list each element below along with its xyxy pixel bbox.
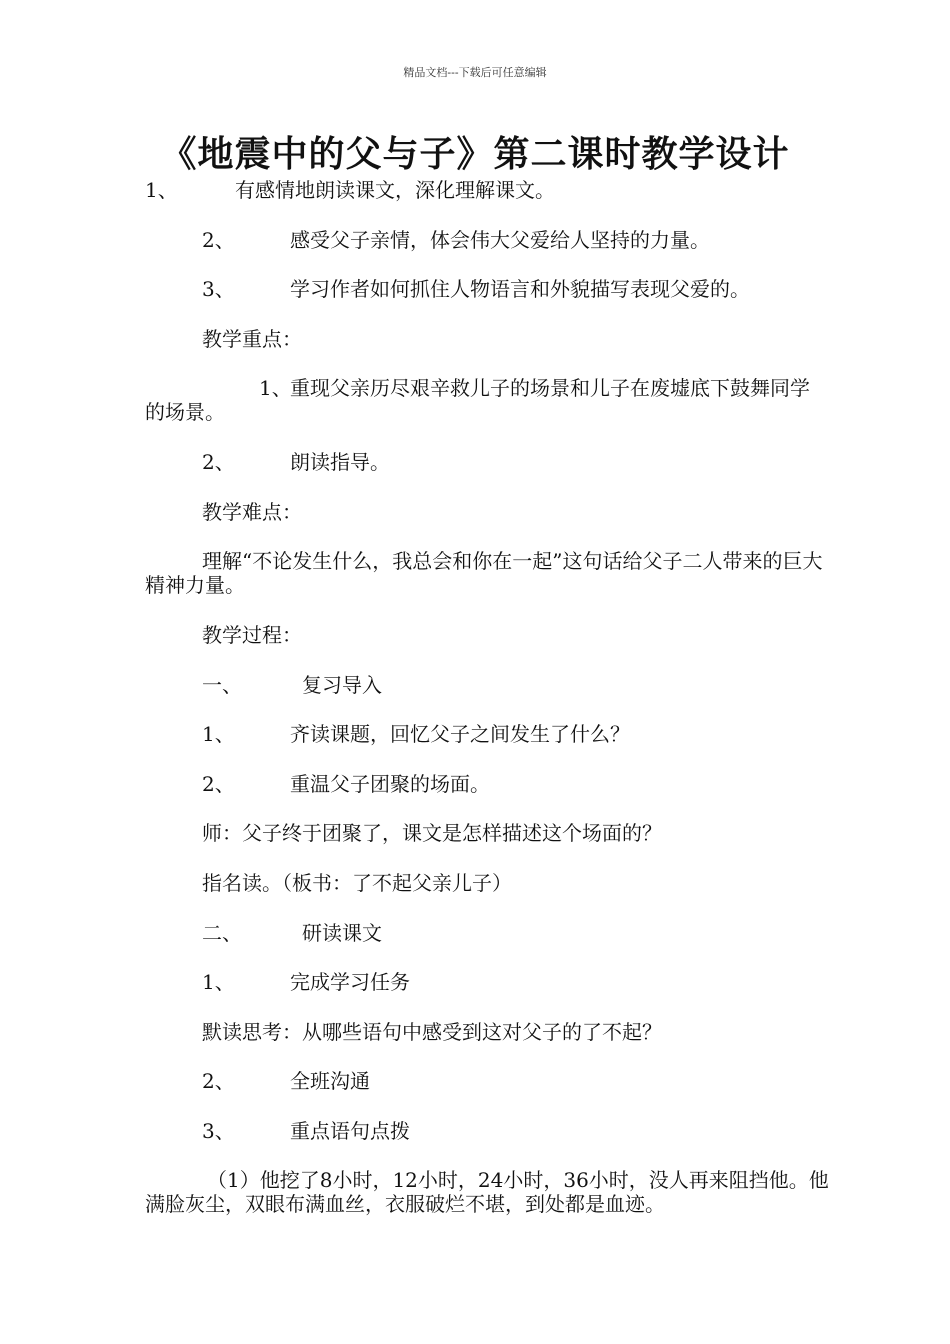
document-title: 《地震中的父与子》第二课时教学设计: [160, 133, 790, 175]
section-2-item-1-text: 完成学习任务: [290, 970, 410, 994]
section-2-item-2: [202, 1069, 370, 1093]
section-1-heading: [202, 673, 382, 697]
section-2-item-1: [202, 970, 410, 994]
process-heading: 教学过程：: [202, 623, 302, 647]
section-1-number: 一、: [202, 673, 242, 697]
key-point-1-number: 1、: [259, 376, 292, 400]
section-1-item-1-text: 齐读课题，回忆父子之间发生了什么？: [290, 722, 630, 746]
key-point-2-number: 2、: [202, 450, 235, 474]
objective-3-number: 3、: [202, 277, 235, 301]
objective-3-text: 学习作者如何抓住人物语言和外貌描写表现父爱的。: [290, 277, 750, 301]
page-header: 精品文档---下载后可任意编辑: [403, 66, 547, 79]
objective-1-number: 1、: [145, 178, 178, 202]
teacher-question: 师：父子终于团聚了，课文是怎样描述这个场面的？: [202, 821, 662, 845]
silent-reading-prompt: 默读思考：从哪些语句中感受到这对父子的了不起？: [202, 1020, 662, 1044]
section-1-text: 复习导入: [302, 673, 382, 697]
section-1-item-2-number: 2、: [202, 772, 235, 796]
section-2-text: 研读课文: [302, 921, 382, 945]
difficulty-text: 理解“不论发生什么，我总会和你在一起”这句话给父子二人带来的巨大精神力量。: [145, 549, 823, 597]
section-2-item-2-number: 2、: [202, 1069, 235, 1093]
section-2-heading: [202, 921, 382, 945]
key-point-1: [145, 376, 825, 424]
section-1-item-2: [202, 772, 490, 796]
section-1-item-2-text: 重温父子团聚的场面。: [290, 772, 490, 796]
objective-2-text: 感受父子亲情，体会伟大父爱给人坚持的力量。: [290, 228, 710, 252]
key-quote-1: （1）他挖了8小时，12小时，24小时，36小时，没人再来阻挡他。他满脸灰尘，双眼布满血丝，衣服破烂不堪，到处都是血迹。: [145, 1168, 829, 1216]
section-2-item-3-text: 重点语句点拨: [290, 1119, 410, 1143]
section-1-item-1-number: 1、: [202, 722, 235, 746]
key-point-2-text: 朗读指导。: [290, 450, 390, 474]
key-points-heading: 教学重点：: [202, 327, 302, 351]
key-point-2: [202, 450, 390, 474]
section-2-item-3-number: 3、: [202, 1119, 235, 1143]
named-reading: 指名读。（板书：了不起父亲儿子）: [202, 871, 512, 895]
section-1-item-1: [202, 722, 630, 746]
key-point-1-text: 重现父亲历尽艰辛救儿子的场景和儿子在废墟底下鼓舞同学的场景。: [145, 376, 810, 424]
objective-1-text: 有感情地朗读课文，深化理解课文。: [235, 178, 555, 202]
section-2-item-2-text: 全班沟通: [290, 1069, 370, 1093]
objective-3: [202, 277, 750, 301]
section-2-item-3: [202, 1119, 410, 1143]
section-2-item-1-number: 1、: [202, 970, 235, 994]
objective-2-number: 2、: [202, 228, 235, 252]
objective-2: [202, 228, 710, 252]
difficulty-heading: 教学难点：: [202, 500, 302, 524]
section-2-number: 二、: [202, 921, 242, 945]
objective-1: [145, 178, 555, 202]
